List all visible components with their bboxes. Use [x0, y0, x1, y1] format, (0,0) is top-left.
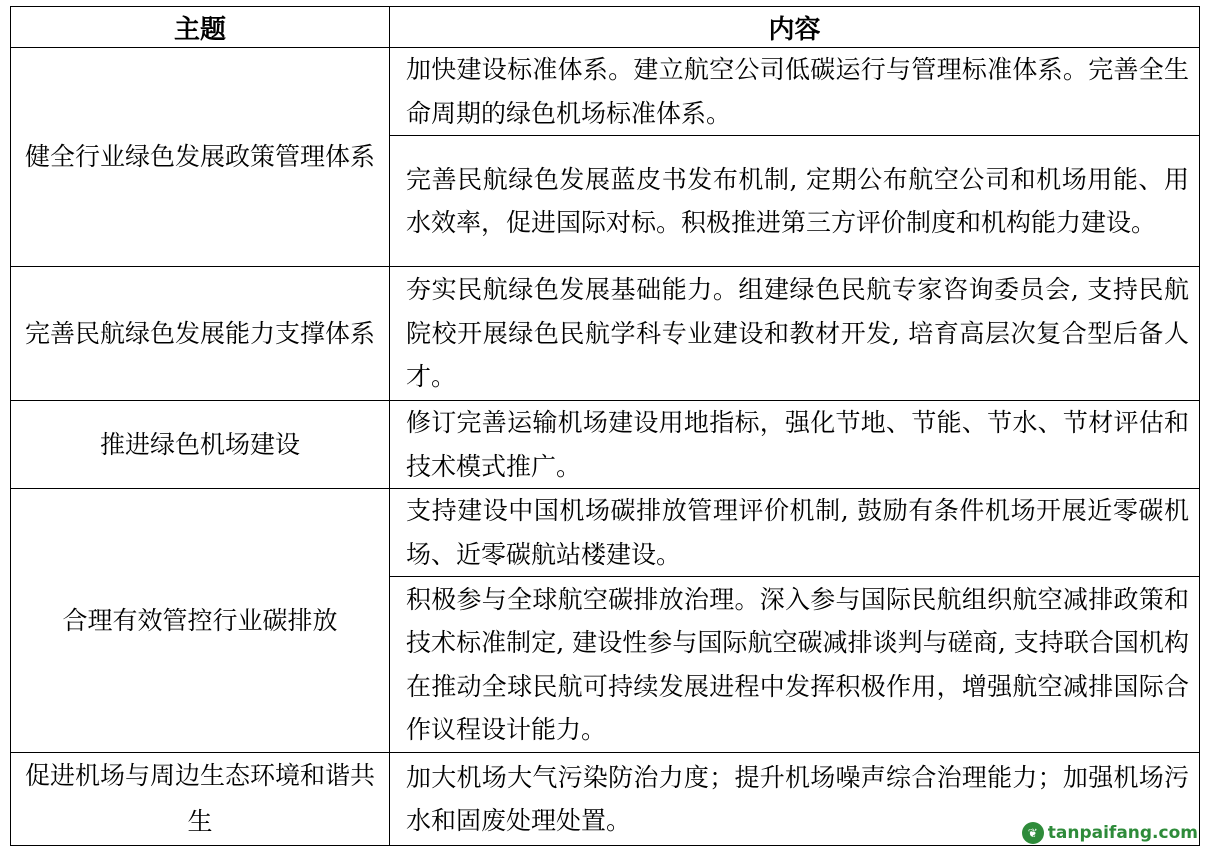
table-row [11, 489, 1200, 577]
policy-table [10, 6, 1200, 846]
table-row [11, 267, 1200, 401]
leaf-icon: ❦ [1022, 822, 1044, 844]
topic-cell: 合理有效管控行业碳排放 [11, 489, 390, 753]
header-row [11, 7, 1200, 48]
watermark-logo [1022, 822, 1198, 844]
topic-cell: 推进绿色机场建设 [11, 401, 390, 489]
topic-cell: 完善民航绿色发展能力支撑体系 [11, 267, 390, 401]
table-row [11, 401, 1200, 489]
topic-cell: 促进机场与周边生态环境和谐共生 [11, 753, 390, 846]
watermark-text: tanpaifang.com [1047, 823, 1198, 843]
content-cell: 完善民航绿色发展蓝皮书发布机制, 定期公布航空公司和机场用能、用水效率，促进国际对标。积极推进第三方评价制度和机构能力建设。 [390, 136, 1200, 267]
topic-cell: 健全行业绿色发展政策管理体系 [11, 48, 390, 267]
header-content: 内容 [390, 7, 1200, 48]
content-cell: 支持建设中国机场碳排放管理评价机制, 鼓励有条件机场开展近零碳机场、近零碳航站楼建设。 [390, 489, 1200, 577]
content-cell: 加快建设标准体系。建立航空公司低碳运行与管理标准体系。完善全生命周期的绿色机场标准体系。 [390, 48, 1200, 136]
content-cell: 修订完善运输机场建设用地指标，强化节地、节能、节水、节材评估和技术模式推广。 [390, 401, 1200, 489]
table-row [11, 48, 1200, 136]
header-topic: 主题 [11, 7, 390, 48]
content-cell: 夯实民航绿色发展基础能力。组建绿色民航专家咨询委员会, 支持民航院校开展绿色民航学科专业建设和教材开发, 培育高层次复合型后备人才。 [390, 267, 1200, 401]
content-cell: 积极参与全球航空碳排放治理。深入参与国际民航组织航空减排政策和技术标准制定, 建设性参与国际航空碳减排谈判与磋商, 支持联合国机构在推动全球民航可持续发展进程中发挥积极作用，增强航空减排国际合作议程设计能力。 [390, 577, 1200, 753]
content-cell: 加大机场大气污染防治力度；提升机场噪声综合治理能力；加强机场污水和固废处理处置。 [390, 753, 1200, 846]
